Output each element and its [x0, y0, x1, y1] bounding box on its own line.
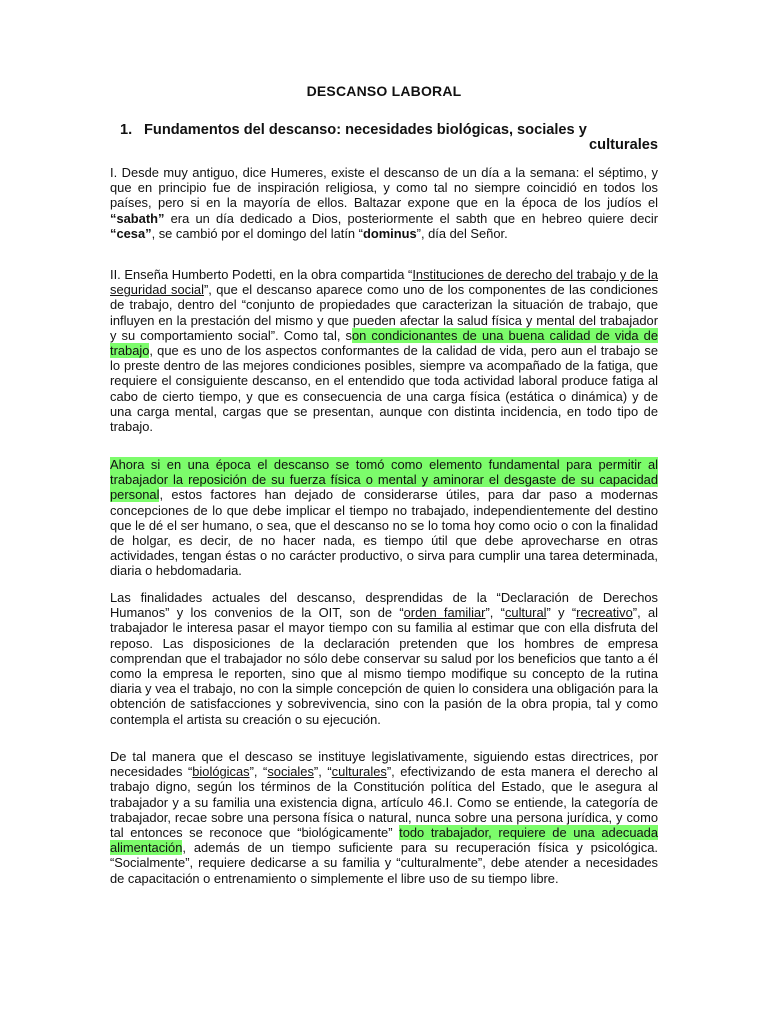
p2-text-c: ”, que el descanso aparece como uno de los componentes de las condiciones de trabajo, dentro del “conjunto de propiedades que caracterizan la situación de trabajo, que influyen en la prestación del mismo y que pueden afectar la salud física y mental del trabajador y su comportamiento social”. Como tal, s: [110, 282, 658, 343]
section-heading-line1: Fundamentos del descanso: necesidades biológicas, sociales y: [144, 122, 587, 138]
p1-sabath: “sabath”: [110, 210, 165, 226]
p1-text-a: I. Desde muy antiguo, dice Humeres, existe el descanso de un día a la semana: el séptimo, y que en principio fue de inspiración religiosa, y como tal no siempre coincidió en todos los países, pero si en la mayoría de ellos. Baltazar expone que en la época de los judíos el: [110, 165, 658, 211]
p4-text-e: ” y “: [546, 605, 577, 621]
p3-highlight: Ahora si en una época el descanso se tomó como elemento fundamental para permitir al trabajador la reposición de su fuerza física o mental y aminorar el desgaste de su capacidad personal: [110, 457, 658, 503]
p2-book-title: Instituciones de derecho del trabajo y de la seguridad social: [110, 267, 658, 298]
document-title: DESCANSO LABORAL: [306, 83, 462, 99]
p1-dominus: dominus: [362, 225, 417, 241]
p4-text-a: Las finalidades actuales del descanso, desprendidas de la “Declaración de Derechos Humanos” y los convenios de la OIT, son de “: [110, 590, 658, 621]
section-number: 1.: [120, 122, 133, 138]
p3-text-b: , estos factores han dejado de considerarse útiles, para dar paso a modernas concepciones de lo que debe implicar el tiempo no trabajado, independientemente del destino que le dé el ser humano, o sea, que el descanso no se lo toma hoy como ocio o con la finalidad de holgar, es decir, de no hacer nada, es tiempo útil que debe aprovecharse en otras actividades, tengan éstas o no carácter productivo, o sirva para cumplir una tarea determinada, diaria o hebdomadaria.: [110, 487, 658, 579]
p4-recreativo: recreativo: [576, 605, 633, 621]
paragraph-4: [110, 590, 658, 727]
p2-highlight: on condicionantes de una buena calidad de vida de trabajo: [110, 327, 658, 359]
p5-text-e: ”, “: [313, 764, 332, 780]
paragraph-3: [110, 457, 658, 579]
p5-culturales: culturales: [331, 764, 387, 780]
paragraph-5: [110, 749, 658, 886]
p5-text-g: ”, efectivizando de esta manera el derecho al trabajo digno, según los términos de la Constitución política del Estado, que le asegura al trabajador y a su familia una existencia digna, artículo 46.I. Como se entiende, la categoría de trabajador, recae sobre una persona física o natural, nunca sobre una persona jurídica, y como tal entonces se reconoce que “biológicamente”: [110, 764, 659, 841]
p5-highlight: todo trabajador, requiere de una adecuada alimentación: [110, 825, 658, 856]
p5-text-a: De tal manera que el descaso se instituye legislativamente, siguiendo estas directrices, por necesidades “: [110, 749, 658, 780]
p4-cultural: cultural: [504, 605, 547, 621]
paragraph-2: [110, 267, 658, 434]
p5-text-c: ”, “: [249, 764, 268, 780]
p1-text-c: era un día dedicado a Dios, posteriormente el sabth que en hebreo quiere decir: [164, 210, 658, 226]
p5-text-i: , además de un tiempo suficiente para su recuperación física y psicológica. “Socialmente”, requiere dedicarse a su familia y “culturalmente”, debe atender a necesidades de capacitación o entrenamiento o simplemente el libre uso de su tiempo libre.: [110, 840, 658, 886]
p2-text-e: , que es uno de los aspectos conformantes de la calidad de vida, pero aun el trabajo se lo preste dentro de las mejores condiciones posibles, siempre va acompañado de la fatiga, que requiere el consiguiente descanso, en el entendido que toda actividad laboral produce fatiga al cabo de cierto tiempo, y que es consecuencia de una carga física (estática o dinámica) y de una carga mental, cargas que se presentan, aunque con distinta incidencia, en todo tipo de trabajo.: [110, 343, 658, 435]
p1-text-e: , se cambió por el domingo del latín “: [151, 225, 363, 241]
p4-text-g: ”, al trabajador le interesa pasar el mayor tiempo con su familia al estimar que con ella disfruta del reposo. Las disposiciones de la declaración pretenden que los hombres de empresa comprendan que el trabajador no sólo debe conservar su salud por los beneficios que tanto a él como la empresa le reporten, sino que al mismo tiempo modifique su concepto de la rutina diaria y vea el trabajo, no con la simple concepción de quien lo considera una obligación para la obtención de satisfacciones y sobrevivencia, sino con la pasión de la obra propia, tal y como contempla el artista su creación o su ejecución.: [110, 605, 658, 727]
p4-text-c: ”, “: [485, 605, 505, 621]
p4-orden-familiar: orden familiar: [403, 605, 486, 621]
p1-text-g: ”, día del Señor.: [416, 225, 508, 241]
p5-biologicas: biológicas: [192, 764, 250, 780]
p1-cesa: “cesa”: [110, 225, 152, 241]
section-heading-line2: culturales: [589, 137, 658, 153]
section-heading: [120, 123, 658, 153]
p2-text-a: II. Enseña Humberto Podetti, en la obra compartida “: [110, 267, 413, 282]
p5-sociales: sociales: [267, 764, 314, 780]
paragraph-1: [110, 165, 658, 241]
